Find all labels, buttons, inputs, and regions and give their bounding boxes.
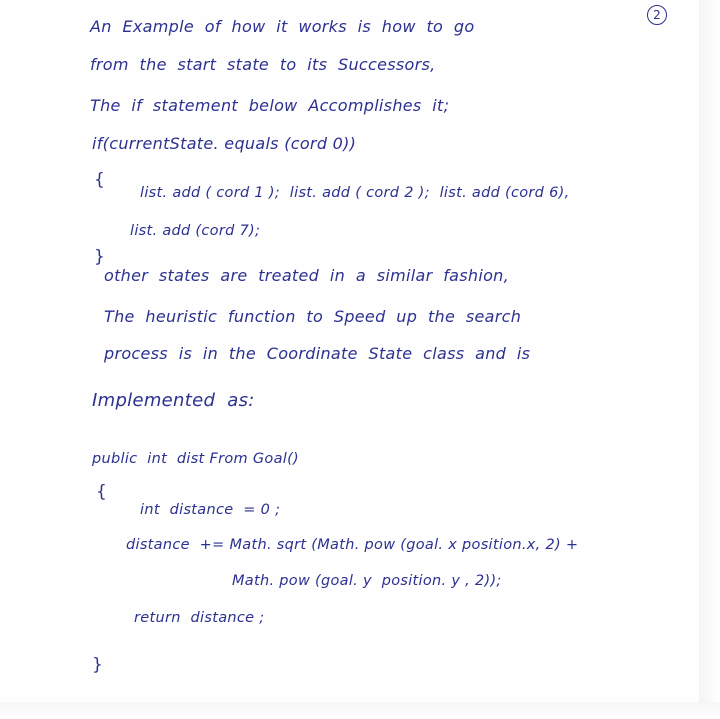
paragraph2-line1: other states are treated in a similar fashion, (104, 266, 510, 285)
code-method-open-brace: { (96, 482, 108, 502)
paragraph2-line3: process is in the Coordinate State class and is (104, 344, 531, 363)
paragraph1-line2: from the start state to its Successors, (90, 55, 436, 74)
page-edge-shadow-bottom (0, 702, 720, 719)
paragraph2-line2: The heuristic function to Speed up the search (104, 307, 522, 326)
code-method-signature: public int dist From Goal() (92, 451, 299, 467)
code-if-body-line2: list. add (cord 7); (130, 223, 261, 239)
code-method-line3: Math. pow (goal. y position. y , 2)); (232, 573, 502, 589)
paragraph1-line3: The if statement below Accomplishes it; (90, 96, 450, 115)
code-if-open-brace: { (94, 170, 106, 190)
code-if-close-brace: } (94, 247, 106, 267)
code-method-line2: distance += Math. sqrt (Math. pow (goal. x position.x, 2) + (126, 537, 579, 553)
code-method-line1: int distance = 0 ; (140, 502, 281, 518)
page-number: 2 (647, 5, 667, 25)
page-edge-shadow (699, 0, 720, 719)
paragraph2-line4: Implemented as: (92, 390, 255, 411)
code-if-body-line1: list. add ( cord 1 ); list. add ( cord 2 ); list. add (cord 6), (140, 185, 570, 201)
code-method-line4: return distance ; (134, 610, 265, 626)
paragraph1-line1: An Example of how it works is how to go (90, 17, 475, 36)
code-method-close-brace: } (92, 655, 104, 675)
code-if-condition: if(currentState. equals (cord 0)) (92, 134, 357, 153)
